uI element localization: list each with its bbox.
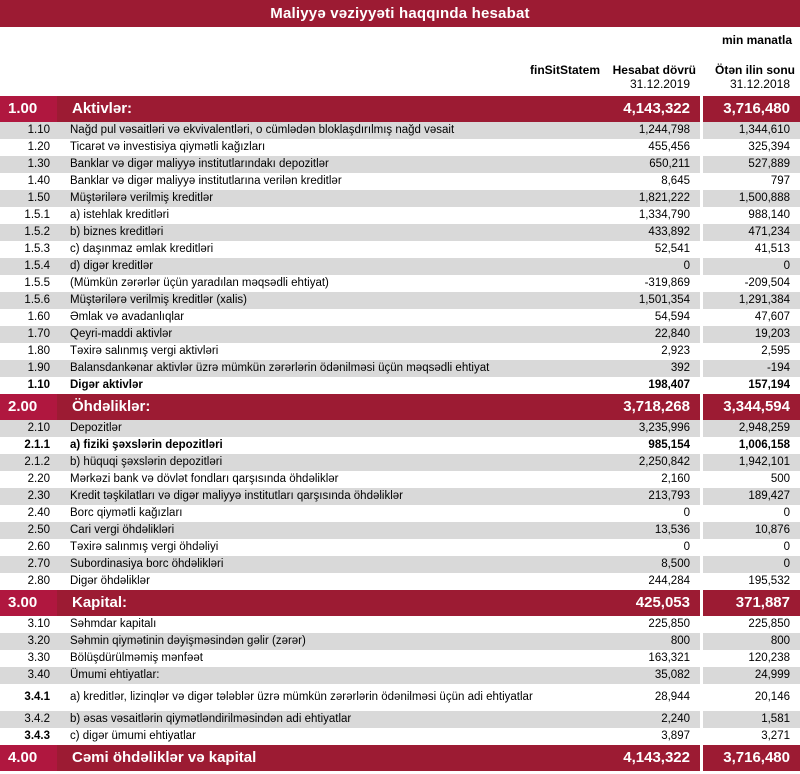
row-code: 2.30 <box>27 490 50 502</box>
section-header-row <box>0 96 800 122</box>
row-value-previous: 19,203 <box>754 328 790 340</box>
row-value-current: 650,211 <box>649 158 690 170</box>
row-value-current: 22,840 <box>654 328 690 340</box>
row-label: Təxirə salınmış vergi öhdəliyi <box>70 541 219 553</box>
row-value-previous: 41,513 <box>754 243 790 255</box>
section-label: Aktivlər: <box>72 100 133 117</box>
section-value-current: 4,143,322 <box>623 100 690 117</box>
row-code: 2.60 <box>27 541 50 553</box>
row-label: Digər öhdəliklər <box>70 575 150 587</box>
row-value-previous: 1,500,888 <box>738 192 790 204</box>
row-label: Balansdankənar aktivlər üzrə mümkün zərərlərin ödənilməsi üçün məqsədli ehtiyat <box>70 362 490 374</box>
table-row <box>0 122 800 139</box>
row-label: Ümumi ehtiyatlar: <box>70 669 160 681</box>
row-label: b) biznes kreditləri <box>70 226 164 238</box>
row-value-current: 198,407 <box>648 379 690 391</box>
row-value-current: 225,850 <box>648 618 690 630</box>
section-code: 1.00 <box>0 96 57 122</box>
row-value-previous: 0 <box>783 541 790 553</box>
row-value-current: 8,500 <box>661 558 690 570</box>
row-value-previous: 797 <box>770 175 790 187</box>
table-row <box>0 343 800 360</box>
row-value-current: 213,793 <box>648 490 690 502</box>
row-value-current: 2,250,842 <box>638 456 690 468</box>
row-code: 1.5.3 <box>24 243 50 255</box>
section-label: Cəmi öhdəliklər və kapital <box>72 749 257 766</box>
row-label: Səhmin qiymətinin dəyişməsindən gəlir (zərər) <box>70 635 306 647</box>
section-code: 3.00 <box>0 590 57 616</box>
row-value-previous: 47,607 <box>754 311 790 323</box>
section-header-row <box>0 745 800 771</box>
row-label: Müştərilərə verilmiş kreditlər <box>70 192 214 204</box>
row-value-previous: 1,942,101 <box>738 456 790 468</box>
table-row <box>0 633 800 650</box>
row-value-previous: 0 <box>783 507 790 519</box>
row-label: Əmlak və avadanlıqlar <box>70 311 185 323</box>
table-row <box>0 292 800 309</box>
row-code: 3.10 <box>27 618 50 630</box>
table-row <box>0 360 800 377</box>
row-value-previous: 0 <box>783 260 790 272</box>
row-value-current: 3,235,996 <box>638 422 690 434</box>
row-code: 1.30 <box>27 158 50 170</box>
row-label: c) digər ümumi ehtiyatlar <box>70 730 196 742</box>
row-value-current: 8,645 <box>661 175 690 187</box>
row-value-previous: 157,194 <box>748 379 790 391</box>
row-code: 3.4.3 <box>24 730 50 742</box>
row-value-current: 800 <box>670 635 690 647</box>
section-header-row <box>0 394 800 420</box>
row-value-current: 392 <box>670 362 690 374</box>
table-row <box>0 650 800 667</box>
table-row <box>0 139 800 156</box>
row-code: 1.5.2 <box>24 226 50 238</box>
row-label: Təxirə salınmış vergi aktivləri <box>70 345 219 357</box>
row-code: 1.80 <box>27 345 50 357</box>
row-code: 1.5.4 <box>24 260 50 272</box>
row-label: Borc qiymətli kağızları <box>70 507 183 519</box>
row-code: 3.30 <box>27 652 50 664</box>
table-row <box>0 437 800 454</box>
row-value-previous: 1,006,158 <box>738 439 790 451</box>
row-code: 1.70 <box>27 328 50 340</box>
column-header-row <box>0 58 800 77</box>
row-code: 2.20 <box>27 473 50 485</box>
row-value-current: 28,944 <box>654 691 690 703</box>
row-value-previous: 3,271 <box>761 730 790 742</box>
table-row <box>0 556 800 573</box>
column-date-row <box>0 77 800 93</box>
row-code: 1.5.1 <box>24 209 50 221</box>
row-code: 3.40 <box>27 669 50 681</box>
row-code: 1.20 <box>27 141 50 153</box>
section-value-current: 3,718,268 <box>623 398 690 415</box>
row-value-current: 1,821,222 <box>638 192 690 204</box>
table-row <box>0 689 800 706</box>
table-row <box>0 275 800 292</box>
table-row <box>0 616 800 633</box>
row-label: Banklar və digər maliyyə institutlarına verilən kreditlər <box>70 175 342 187</box>
row-code: 3.4.1 <box>24 691 50 703</box>
row-value-previous: 189,427 <box>748 490 790 502</box>
row-value-current: 163,321 <box>648 652 690 664</box>
row-code: 2.80 <box>27 575 50 587</box>
row-value-current: 0 <box>683 260 690 272</box>
row-value-previous: 1,291,384 <box>738 294 790 306</box>
row-code: 1.90 <box>27 362 50 374</box>
section-value-previous: 371,887 <box>735 594 790 611</box>
row-value-current: 2,160 <box>661 473 690 485</box>
row-value-previous: 120,238 <box>748 652 790 664</box>
row-value-previous: 800 <box>770 635 790 647</box>
row-value-current: 2,240 <box>661 713 690 725</box>
table-row <box>0 711 800 728</box>
row-code: 1.40 <box>27 175 50 187</box>
row-code: 1.5.5 <box>24 277 50 289</box>
row-label: Nağd pul vəsaitləri və ekvivalentləri, o cümlədən bloklaşdırılmış nağd vəsait <box>70 124 455 136</box>
row-value-current: 433,892 <box>648 226 690 238</box>
row-label: a) istehlak kreditləri <box>70 209 170 221</box>
table-row <box>0 326 800 343</box>
row-value-previous: 988,140 <box>748 209 790 221</box>
column-id-label: finSitStatem <box>529 63 600 77</box>
title-bar <box>0 0 800 27</box>
row-value-previous: 0 <box>783 558 790 570</box>
section-label: Kapital: <box>72 594 128 611</box>
row-value-previous: 10,876 <box>754 524 790 536</box>
table-row <box>0 377 800 394</box>
row-code: 2.1.1 <box>24 439 50 451</box>
row-label: d) digər kreditlər <box>70 260 154 272</box>
table-row <box>0 573 800 590</box>
report-table <box>0 96 800 771</box>
row-code: 3.20 <box>27 635 50 647</box>
table-row <box>0 728 800 745</box>
row-value-previous: 325,394 <box>748 141 790 153</box>
row-value-current: 52,541 <box>654 243 690 255</box>
row-label: Depozitlər <box>70 422 122 434</box>
column-previous-title: Ötən ilin sonu <box>715 63 795 77</box>
row-value-current: 1,334,790 <box>638 209 690 221</box>
table-row <box>0 241 800 258</box>
row-label: Cari vergi öhdəlikləri <box>70 524 175 536</box>
row-code: 2.40 <box>27 507 50 519</box>
row-value-previous: 471,234 <box>748 226 790 238</box>
row-value-current: 0 <box>683 541 690 553</box>
row-value-current: 1,501,354 <box>638 294 690 306</box>
row-code: 1.5.6 <box>24 294 50 306</box>
row-value-previous: 1,344,610 <box>738 124 790 136</box>
row-value-previous: -209,504 <box>744 277 790 289</box>
report-title: Maliyyə vəziyyəti haqqında hesabat <box>270 5 530 22</box>
table-row <box>0 420 800 437</box>
section-code: 4.00 <box>0 745 57 771</box>
table-row <box>0 522 800 539</box>
row-value-previous: 195,532 <box>748 575 790 587</box>
row-value-current: 244,284 <box>648 575 690 587</box>
row-value-previous: 20,146 <box>754 691 790 703</box>
table-row <box>0 505 800 522</box>
row-value-previous: 24,999 <box>754 669 790 681</box>
row-value-current: -319,869 <box>644 277 690 289</box>
row-code: 2.10 <box>27 422 50 434</box>
row-value-current: 2,923 <box>661 345 690 357</box>
row-label: Bölüşdürülməmiş mənfəət <box>70 652 203 664</box>
row-code: 2.70 <box>27 558 50 570</box>
row-label: a) kreditlər, lizinqlər və digər tələblər üzrə mümkün zərərlərin ödənilməsi üçün adi ehtiyatlar <box>70 691 533 703</box>
row-value-previous: 500 <box>770 473 790 485</box>
section-value-previous: 3,344,594 <box>723 398 790 415</box>
row-code: 2.1.2 <box>24 456 50 468</box>
row-code: 1.60 <box>27 311 50 323</box>
row-label: Mərkəzi bank və dövlət fondları qarşısında öhdəliklər <box>70 473 339 485</box>
row-code: 1.50 <box>27 192 50 204</box>
section-label: Öhdəliklər: <box>72 398 151 415</box>
row-code: 1.10 <box>27 124 50 136</box>
section-value-previous: 3,716,480 <box>723 100 790 117</box>
row-label: b) hüquqi şəxslərin depozitləri <box>70 456 223 468</box>
table-row <box>0 309 800 326</box>
row-value-current: 3,897 <box>661 730 690 742</box>
unit-note: min manatla <box>721 33 792 47</box>
row-value-previous: -194 <box>766 362 790 374</box>
table-row <box>0 258 800 275</box>
row-value-current: 1,244,798 <box>638 124 690 136</box>
row-value-previous: 225,850 <box>748 618 790 630</box>
section-value-current: 425,053 <box>635 594 690 611</box>
row-value-current: 54,594 <box>654 311 690 323</box>
row-value-current: 455,456 <box>648 141 690 153</box>
table-row <box>0 488 800 505</box>
row-code: 2.50 <box>27 524 50 536</box>
row-value-current: 0 <box>683 507 690 519</box>
column-current-title: Hesabat dövrü <box>612 63 696 77</box>
section-code: 2.00 <box>0 394 57 420</box>
column-previous-date: 31.12.2018 <box>729 77 790 91</box>
row-label: b) əsas vəsaitlərin qiymətləndirilməsindən adi ehtiyatlar <box>70 713 352 725</box>
table-row <box>0 454 800 471</box>
table-row <box>0 667 800 684</box>
row-label: Subordinasiya borc öhdəlikləri <box>70 558 224 570</box>
table-row <box>0 224 800 241</box>
row-label: a) fiziki şəxslərin depozitləri <box>70 439 223 451</box>
row-label: Banklar və digər maliyyə institutlarındakı depozitlər <box>70 158 329 170</box>
section-header-row <box>0 590 800 616</box>
row-value-previous: 527,889 <box>748 158 790 170</box>
row-label: Səhmdar kapitalı <box>70 618 157 630</box>
row-value-current: 985,154 <box>648 439 690 451</box>
table-row <box>0 190 800 207</box>
table-row <box>0 471 800 488</box>
table-row <box>0 156 800 173</box>
column-current-date: 31.12.2019 <box>629 77 690 91</box>
section-value-previous: 3,716,480 <box>723 749 790 766</box>
row-label: Digər aktivlər <box>70 379 143 391</box>
row-label: c) daşınmaz əmlak kreditləri <box>70 243 214 255</box>
row-value-current: 13,536 <box>654 524 690 536</box>
row-label: Müştərilərə verilmiş kreditlər (xalis) <box>70 294 247 306</box>
row-value-previous: 2,595 <box>761 345 790 357</box>
row-label: (Mümkün zərərlər üçün yaradılan məqsədli ehtiyat) <box>70 277 329 289</box>
row-label: Qeyri-maddi aktivlər <box>70 328 173 340</box>
section-value-current: 4,143,322 <box>623 749 690 766</box>
row-value-current: 35,082 <box>654 669 690 681</box>
row-label: Kredit təşkilatları və digər maliyyə institutları qarşısında öhdəliklər <box>70 490 404 502</box>
row-code: 1.10 <box>27 379 50 391</box>
table-row <box>0 173 800 190</box>
table-row <box>0 207 800 224</box>
row-value-previous: 2,948,259 <box>738 422 790 434</box>
row-value-previous: 1,581 <box>761 713 790 725</box>
row-code: 3.4.2 <box>24 713 50 725</box>
table-row <box>0 539 800 556</box>
row-label: Ticarət və investisiya qiymətli kağızları <box>70 141 266 153</box>
